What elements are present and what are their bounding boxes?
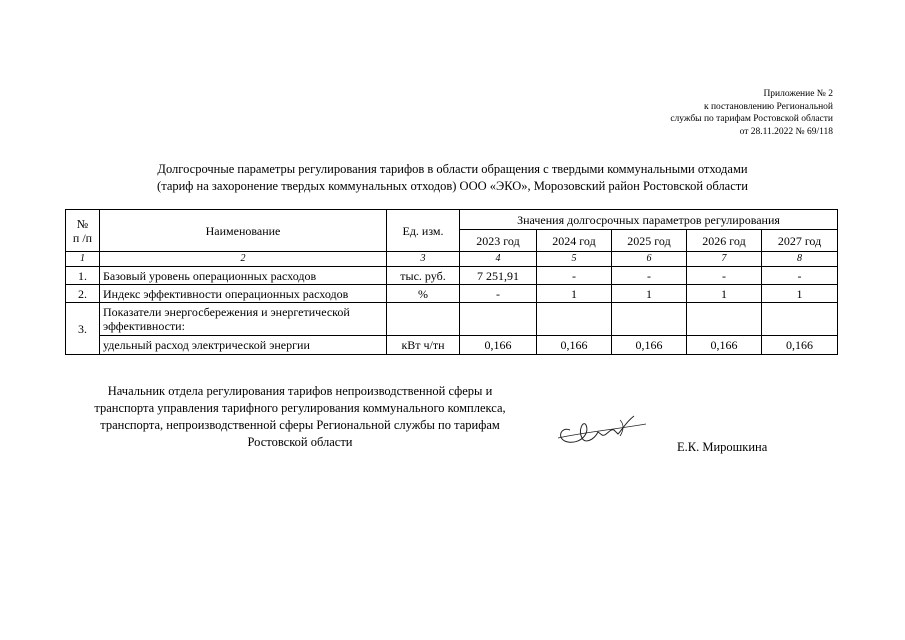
header-year: 2024 год (537, 230, 612, 252)
row-value: - (460, 285, 537, 303)
row-value: 1 (762, 285, 838, 303)
row-value: 0,166 (460, 336, 537, 355)
column-index: 3 (387, 252, 460, 267)
row-unit: тыс. руб. (387, 267, 460, 285)
title-line: Долгосрочные параметры регулирования тарифов в области обращения с твердыми коммунальными отходами (157, 162, 748, 176)
empty-cell (460, 303, 537, 336)
row-value: 0,166 (687, 336, 762, 355)
column-index: 4 (460, 252, 537, 267)
row-group-name-line: эффективности: (103, 319, 185, 333)
row-num: 3. (66, 303, 100, 355)
document-title (120, 161, 785, 194)
header-num (66, 210, 100, 252)
appendix-line: к постановлению Региональной (703, 101, 833, 112)
appendix-line: Приложение № 2 (763, 89, 833, 99)
appendix-line: от 28.11.2022 № 69/118 (739, 126, 833, 137)
header-unit: Ед. изм. (387, 210, 460, 252)
row-value: 1 (612, 285, 687, 303)
row-num: 1. (66, 267, 100, 285)
empty-cell (762, 303, 838, 336)
row-value: 0,166 (537, 336, 612, 355)
row-value: - (612, 267, 687, 285)
row-name: удельный расход электрической энергии (100, 336, 387, 355)
row-value: 1 (687, 285, 762, 303)
title-line: (тариф на захоронение твердых коммунальных отходов) ООО «ЭКО», Морозовский район Ростовской области (157, 178, 748, 193)
empty-cell (612, 303, 687, 336)
position-line: транспорта, непроизводственной сферы Региональной службы по тарифам (100, 418, 500, 432)
row-value: 1 (537, 285, 612, 303)
position-line: Начальник отдела регулирования тарифов непроизводственной сферы и (107, 384, 493, 398)
row-value: 0,166 (612, 336, 687, 355)
empty-cell (687, 303, 762, 336)
row-num: 2. (66, 285, 100, 303)
table-row (66, 285, 838, 303)
table-row (66, 267, 838, 285)
parameters-table (65, 209, 838, 355)
column-index-row (66, 252, 838, 267)
row-group-name-line: Показатели энергосбережения и энергетической (103, 305, 350, 319)
signer-name: Е.К. Мирошкина (677, 440, 768, 454)
appendix-line: службы по тарифам Ростовской области (670, 114, 833, 124)
header-row (66, 210, 838, 230)
row-unit: % (387, 285, 460, 303)
header-group: Значения долгосрочных параметров регулирования (460, 210, 838, 230)
table-row (66, 336, 838, 355)
empty-cell (537, 303, 612, 336)
column-index: 8 (762, 252, 838, 267)
column-index: 1 (66, 252, 100, 267)
column-index: 7 (687, 252, 762, 267)
column-index: 5 (537, 252, 612, 267)
position-line: транспорта управления тарифного регулирования коммунального комплекса, (94, 401, 506, 415)
row-group-name (100, 303, 387, 336)
header-year: 2025 год (612, 230, 687, 252)
column-index: 2 (100, 252, 387, 267)
handwritten-signature (550, 400, 650, 455)
row-value: - (687, 267, 762, 285)
signatory-position (70, 383, 530, 451)
row-value: - (537, 267, 612, 285)
header-year: 2026 год (687, 230, 762, 252)
row-value: 7 251,91 (460, 267, 537, 285)
column-index: 6 (612, 252, 687, 267)
row-unit: кВт ч/тн (387, 336, 460, 355)
row-name: Базовый уровень операционных расходов (100, 267, 387, 285)
header-year: 2027 год (762, 230, 838, 252)
row-name: Индекс эффективности операционных расходов (100, 285, 387, 303)
position-line: Ростовской области (247, 435, 353, 449)
appendix-note (670, 88, 833, 138)
header-name: Наименование (100, 210, 387, 252)
table-row-group (66, 303, 838, 336)
header-num-line: п /п (72, 230, 93, 245)
row-value: - (762, 267, 838, 285)
empty-cell (387, 303, 460, 336)
header-year: 2023 год (460, 230, 537, 252)
row-value: 0,166 (762, 336, 838, 355)
header-num-line: № (76, 216, 89, 231)
